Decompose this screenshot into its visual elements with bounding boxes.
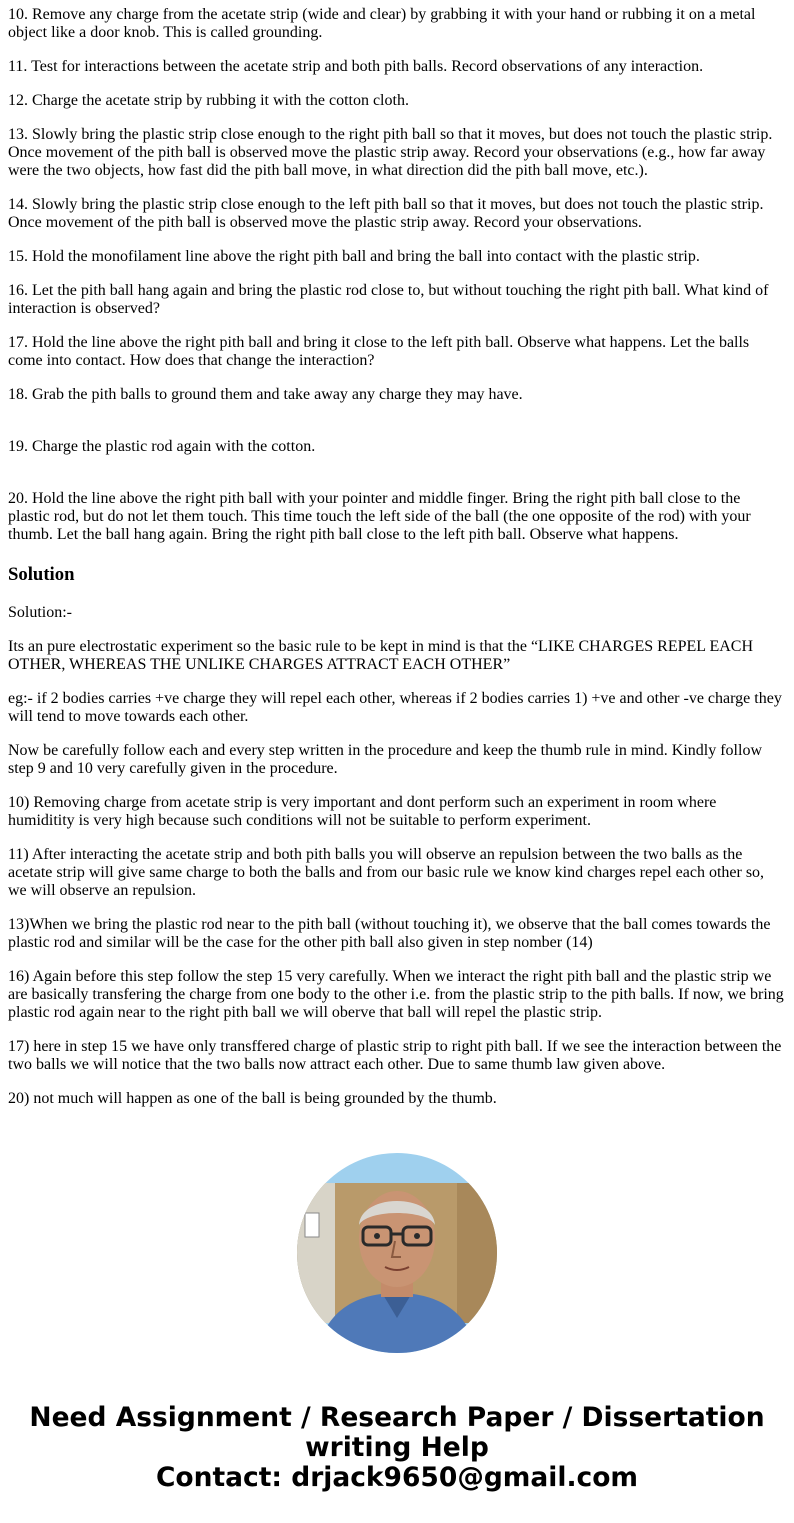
solution-paragraph: Solution:- xyxy=(8,604,73,621)
step-18: 18. Grab the pith balls to ground them and take away any charge they may have. xyxy=(8,386,523,403)
step-16: 16. Let the pith ball hang again and bring the plastic rod close to, but without touching the right pith ball. What kind of interaction is observed? xyxy=(8,282,769,317)
solution-paragraph: 20) not much will happen as one of the ball is being grounded by the thumb. xyxy=(8,1090,497,1107)
solution-paragraph: 10) Removing charge from acetate strip is very important and dont perform such an experiment in room where humiditity is very high because such conditions will not be suitable to perform experiment. xyxy=(8,794,717,829)
step-19: 19. Charge the plastic rod again with the cotton. xyxy=(8,438,316,455)
solution-heading: Solution xyxy=(8,564,75,585)
document-body xyxy=(8,6,786,1124)
solution-paragraph: 11) After interacting the acetate strip and both pith balls you will observe an repulsion between the two balls as the acetate strip will give same charge to both the balls and from our basic rule we know kind charges repel each other so, we will observe an repulsion. xyxy=(8,846,765,899)
step-20: 20. Hold the line above the right pith ball with your pointer and middle finger. Bring the right pith ball close to the plastic rod, but do not let them touch. This time touch the left side of the ball (the one opposite of the rod) with your thumb. Let the ball hang again. Bring the right pith ball close to the left pith ball. Observe what happens. xyxy=(8,490,751,543)
step-11: 11. Test for interactions between the acetate strip and both pith balls. Record observations of any interaction. xyxy=(8,58,704,75)
solution-paragraph: Its an pure electrostatic experiment so the basic rule to be kept in mind is that the “LIKE CHARGES REPEL EACH OTHER, WHEREAS THE UNLIKE CHARGES ATTRACT EACH OTHER” xyxy=(8,638,754,673)
footer-contact xyxy=(0,1403,794,1493)
solution-paragraph: 13)When we bring the plastic rod near to the pith ball (without touching it), we observe that the ball comes towards the plastic rod and similar will be the case for the other pith ball also given in step nomber (14) xyxy=(8,916,771,951)
step-17: 17. Hold the line above the right pith ball and bring it close to the left pith ball. Observe what happens. Let the balls come into contact. How does that change the interaction? xyxy=(8,334,750,369)
step-13: 13. Slowly bring the plastic strip close enough to the right pith ball so that it moves, but does not touch the plastic strip. Once movement of the pith ball is observed move the plastic strip away. Record your observations (e.g., how far away were the two objects, how fast did the pith ball move, in what direction did the pith ball move, etc.). xyxy=(8,126,773,179)
footer-help-text: Need Assignment / Research Paper / Dissertation writing Help xyxy=(29,1402,765,1463)
solution-paragraph: 16) Again before this step follow the step 15 very carefully. When we interact the right pith ball and the plastic strip we are basically transfering the charge from one body to the other i.e. from the plastic strip to the pith balls. If now, we bring plastic rod again near to the right pith ball we will oberve that ball will repel the plastic strip. xyxy=(8,968,784,1021)
step-12: 12. Charge the acetate strip by rubbing it with the cotton cloth. xyxy=(8,92,409,109)
solution-paragraph: eg:- if 2 bodies carries +ve charge they will repel each other, whereas if 2 bodies carries 1) +ve and other -ve charge they will tend to move towards each other. xyxy=(8,690,782,725)
solution-paragraph: 17) here in step 15 we have only transffered charge of plastic strip to right pith ball. If we see the interaction between the two balls we will notice that the two balls now attract each other. Due to same thumb law given above. xyxy=(8,1038,782,1073)
step-15: 15. Hold the monofilament line above the right pith ball and bring the ball into contact with the plastic strip. xyxy=(8,248,700,265)
footer-contact-email: Contact: drjack9650@gmail.com xyxy=(155,1462,639,1493)
step-10: 10. Remove any charge from the acetate strip (wide and clear) by grabbing it with your hand or rubbing it on a metal object like a door knob. This is called grounding. xyxy=(8,6,756,41)
avatar-portrait-image xyxy=(297,1153,497,1353)
solution-paragraph: Now be carefully follow each and every step written in the procedure and keep the thumb rule in mind. Kindly follow step 9 and 10 very carefully given in the procedure. xyxy=(8,742,762,777)
step-14: 14. Slowly bring the plastic strip close enough to the left pith ball so that it moves, but does not touch the plastic strip. Once movement of the pith ball is observed move the plastic strip away. Record your observations. xyxy=(8,196,764,231)
author-avatar xyxy=(297,1153,497,1353)
